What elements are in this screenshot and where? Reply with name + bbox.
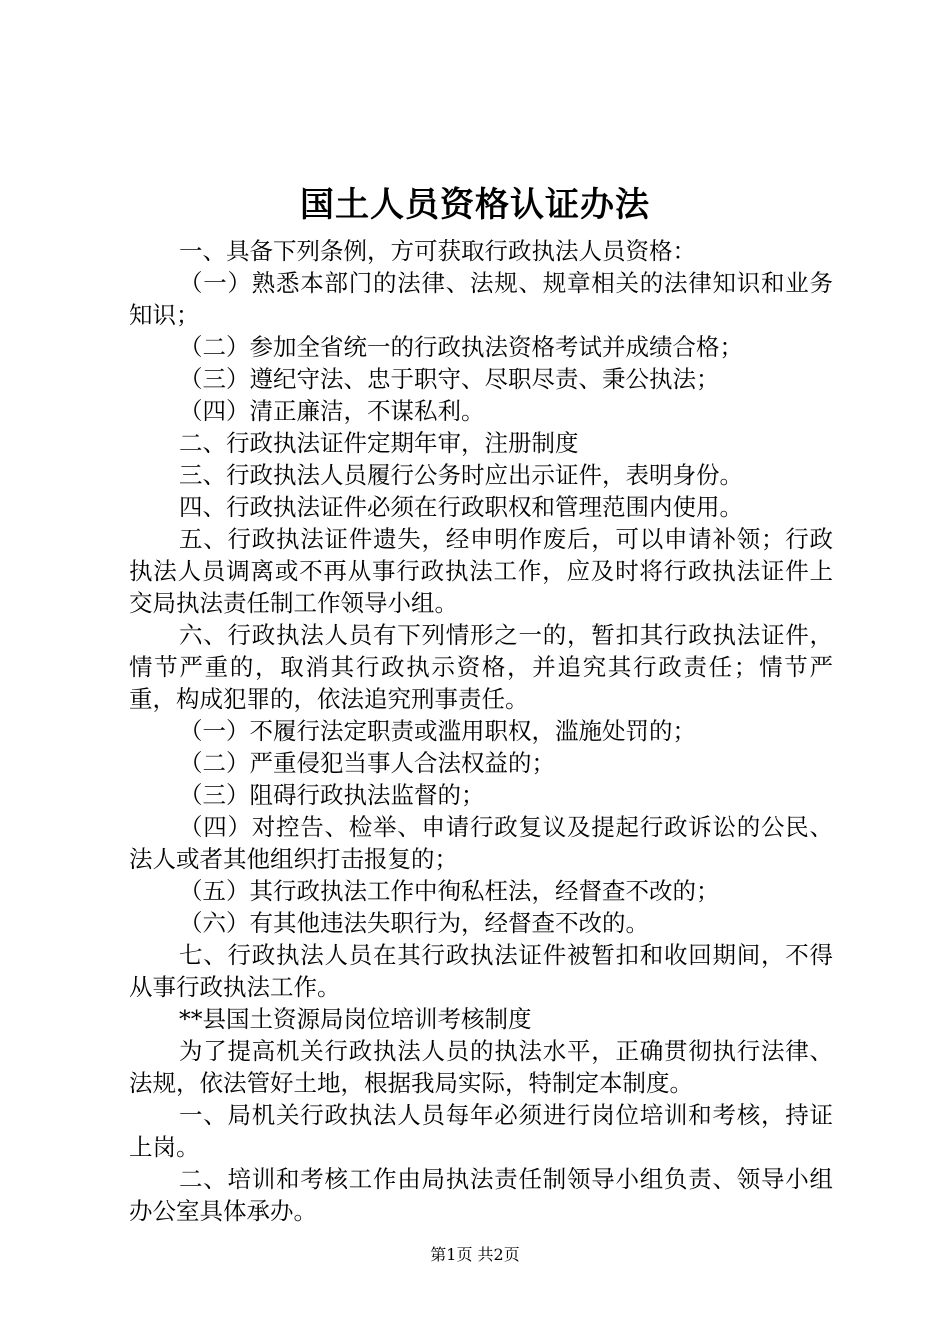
paragraph: 六、行政执法人员有下列情形之一的，暂扣其行政执法证件，情节严重的，取消其行政执示资格，并追究其行政责任；情节严重，构成犯罪的，依法追究刑事责任。 — [129, 621, 833, 713]
paragraph: 四、行政执法证件必须在行政职权和管理范围内使用。 — [179, 493, 743, 521]
paragraph: （二）严重侵犯当事人合法权益的； — [179, 749, 555, 777]
paragraph: （一）熟悉本部门的法律、法规、规章相关的法律知识和业务知识； — [129, 269, 833, 329]
paragraph: 二、行政执法证件定期年审，注册制度 — [179, 429, 579, 457]
paragraph: 一、局机关行政执法人员每年必须进行岗位培训和考核，持证上岗。 — [129, 1101, 833, 1161]
paragraph: 二、培训和考核工作由局执法责任制领导小组负责、领导小组办公室具体承办。 — [129, 1165, 833, 1225]
paragraph: （二）参加全省统一的行政执法资格考试并成绩合格； — [179, 333, 743, 361]
paragraph: 七、行政执法人员在其行政执法证件被暂扣和收回期间，不得从事行政执法工作。 — [129, 941, 833, 1001]
paragraph: 一、具备下列条例，方可获取行政执法人员资格： — [179, 237, 696, 265]
paragraph: （五）其行政执法工作中徇私枉法，经督查不改的； — [179, 877, 720, 905]
section-heading: **县国土资源局岗位培训考核制度 — [179, 1005, 532, 1033]
paragraph: 为了提高机关行政执法人员的执法水平，正确贯彻执行法律、法规，依法管好土地，根据我局实际，特制定本制度。 — [129, 1037, 833, 1097]
paragraph: （四）对控告、检举、申请行政复议及提起行政诉讼的公民、法人或者其他组织打击报复的； — [129, 813, 833, 873]
paragraph: 五、行政执法证件遗失，经申明作废后，可以申请补领；行政执法人员调离或不再从事行政执法工作，应及时将行政执法证件上交局执法责任制工作领导小组。 — [129, 525, 833, 617]
paragraph: （六）有其他违法失职行为，经督查不改的。 — [179, 909, 649, 937]
paragraph: （一）不履行法定职责或滥用职权，滥施处罚的； — [179, 717, 696, 745]
document-body — [129, 235, 833, 1227]
paragraph: （三）阻碍行政执法监督的； — [179, 781, 485, 809]
document-title: 国土人员资格认证办法 — [300, 185, 650, 225]
paragraph: （三）遵纪守法、忠于职守、尽职尽责、秉公执法； — [179, 365, 720, 393]
paragraph: （四）清正廉洁，不谋私利。 — [179, 397, 485, 425]
paragraph: 三、行政执法人员履行公务时应出示证件，表明身份。 — [179, 461, 743, 489]
page-footer: 第1页 共2页 — [430, 1245, 520, 1264]
